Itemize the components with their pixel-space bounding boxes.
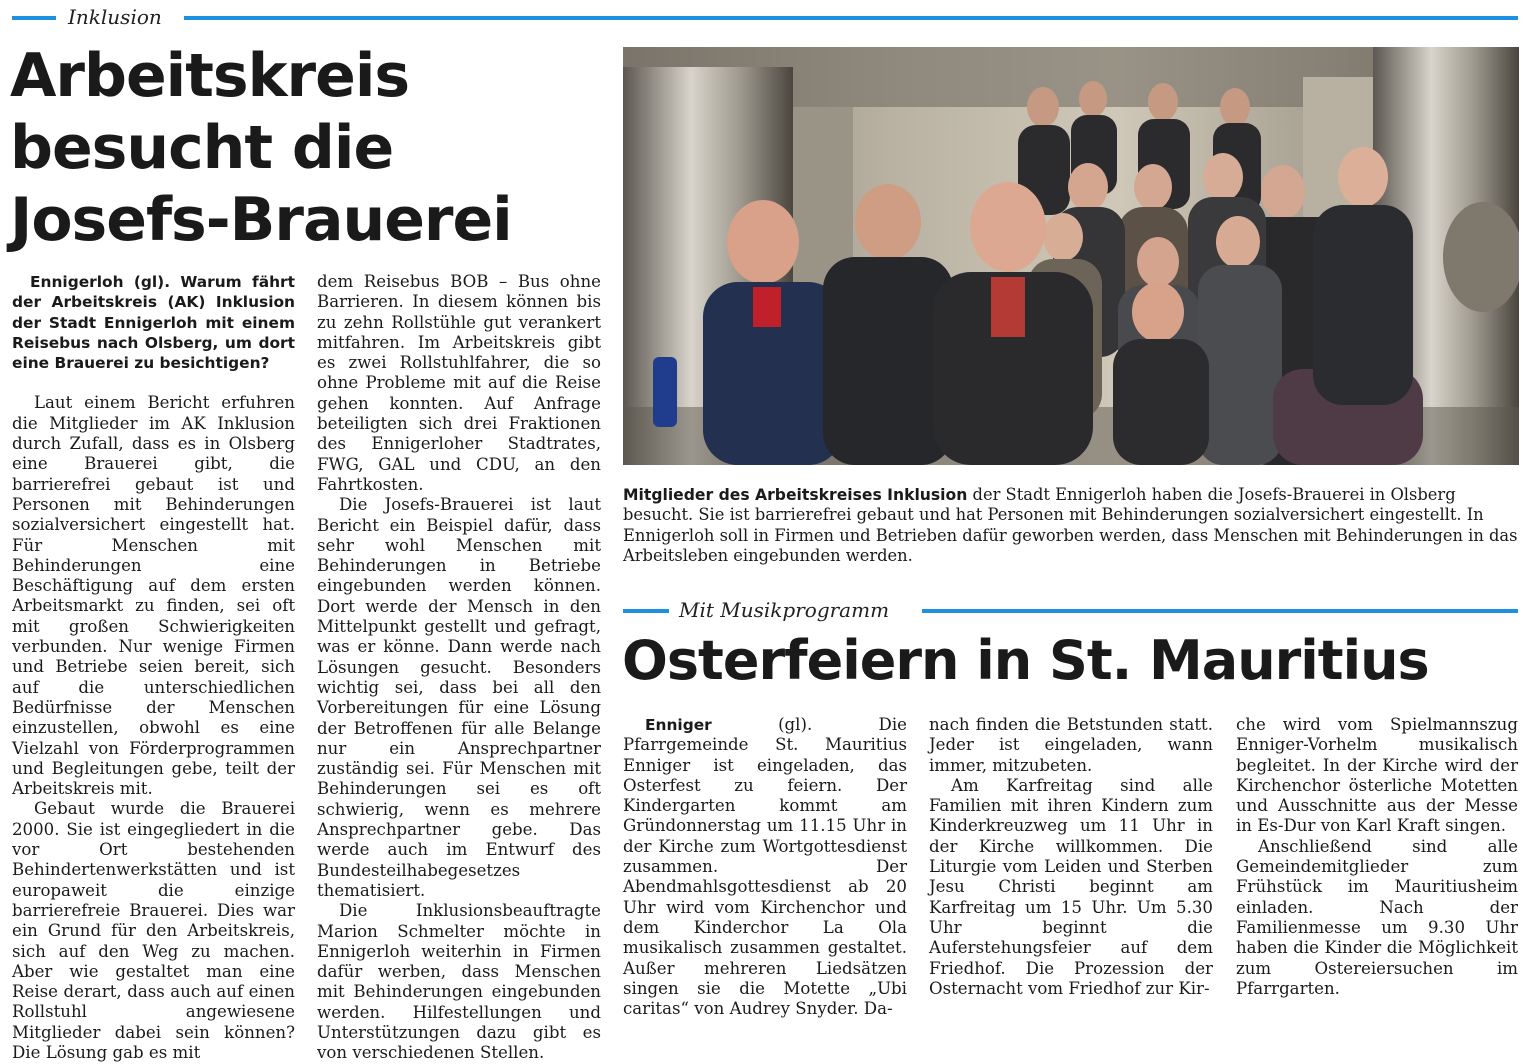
article2-column-3	[1236, 715, 1518, 999]
headline-line: Arbeitskreis	[10, 41, 410, 111]
paragraph: Die Josefs-Brauerei ist laut Bericht ein Beispiel dafür, dass sehr wohl Menschen mit Behinderungen in Betriebe eingebunden werden können. Dort werde der Mensch in den Mittelpunkt gestellt und gefragt, was er könne. Dann werde nach Lösungen gesucht. Besonders wichtig sei, dass bei all den Vorbereitungen für eine Lösung der Betroffenen für alle Belange nur ein Ansprechpartner zuständig sei. Für Menschen mit Behinderungen sei es oft schwierig, wenn es mehrere Ansprechpartner gebe. Das werde auch im Entwurf des Bundesteilhabegesetzes thematisiert.	[317, 495, 601, 900]
article2-column-2	[929, 715, 1213, 999]
paragraph: Am Karfreitag sind alle Familien mit ihren Kindern zum Kinderkreuzweg um 11 Uhr in der Kirche willkommen. Die Liturgie vom Leiden und Sterben Jesu Christi beginnt am Karfreitag um 15 Uhr. Um 5.30 Uhr beginnt die Auferstehungsfeier auf dem Friedhof. Die Prozession der Osternacht vom Friedhof zur Kir-	[929, 775, 1213, 998]
paragraph: nach finden die Betstunden statt. Jeder ist eingeladen, wann immer, mitzubeten.	[929, 715, 1213, 775]
headline	[10, 40, 512, 256]
paragraph-text: (gl). Die Pfarrgemeinde St. Mauritius Enniger ist eingeladen, das Osterfest zu feiern. Der Kindergarten kommt am Gründonnerstag um 11.15 Uhr in der Kirche zum Wortgottesdienst zusammen. Der Abendmahlsgottesdienst ab 20 Uhr wird vom Kirchenchor und dem Kinderchor La Ola musikalisch zusammen gestaltet. Außer mehreren Liedsätzen singen sie die Motette „Ubi caritas“ von Audrey Snyder. Da-	[623, 715, 907, 1019]
paragraph: Laut einem Bericht erfuhren die Mitglieder im AK Inklusion durch Zufall, dass es in Olsberg eine Brauerei gibt, die barrierefrei gebaut ist und Personen mit Behinderungen sozialversichert eingestellt hat. Für Menschen mit Behinderungen eine Beschäftigung auf dem ersten Arbeitsmarkt zu finden, sei oft mit großen Schwierigkeiten verbunden. Nur wenige Firmen und Betriebe seien bereit, sich auf die unterschiedlichen Bedürfnisse der Menschen einzustellen, obwohl es eine Vielzahl von Förderprogrammen und Begleitungen gebe, teilt der Arbeitskreis mit.	[12, 393, 295, 799]
article1-column-2	[317, 272, 601, 1064]
section-kicker: Inklusion	[68, 5, 162, 29]
headline-line: besucht die	[10, 113, 394, 183]
photo-caption	[623, 485, 1519, 566]
caption-text: der Stadt Ennigerloh haben die Josefs-Brauerei in Olsberg besucht. Sie ist barrierefrei gebaut und hat Personen mit Behinderungen sozialversichert eingestellt. In Ennigerloh soll in Firmen und Betrieben dafür geworben werden, dass Menschen mit Behinderungen in das Arbeitsleben eingebunden werden.	[623, 485, 1518, 565]
dateline: Ennigerloh (gl).	[30, 273, 171, 291]
caption-lead: Mitglieder des Arbeitskreises Inklusion	[623, 486, 968, 504]
paragraph: Anschließend sind alle Gemeindemitglieder zum Frühstück im Mauritiusheim einladen. Nach der Familienmesse um 9.30 Uhr haben die Kinder die Möglichkeit zum Ostereiersuchen im Pfarrgarten.	[1236, 836, 1518, 998]
kicker-rule-right	[184, 16, 1518, 20]
headline-line: Josefs-Brauerei	[10, 185, 512, 255]
paragraph: che wird vom Spielmannszug Enniger-Vorhelm musikalisch begleitet. In der Kirche wird der Kirchenchor österliche Motetten und Ausschnitte aus der Messe in Es-Dur von Karl Kraft singen.	[1236, 715, 1518, 836]
article2-column-1	[623, 715, 907, 1019]
paragraph	[623, 715, 907, 1019]
headline: Osterfeiern in St. Mauritius	[622, 629, 1429, 692]
kicker-rule-right	[922, 609, 1518, 613]
kicker-rule-left	[623, 609, 669, 613]
dateline: Enniger	[645, 716, 712, 734]
paragraph-text: Warum fährt der Arbeitskreis (AK) Inklusion der Stadt Ennigerloh mit einem Reisebus nach Olsberg, um dort eine Brauerei zu besichtigen?	[12, 273, 295, 373]
paragraph: dem Reisebus BOB – Bus ohne Barrieren. In diesem können bis zu zehn Rollstühle gut verankert mitfahren. Im Arbeitskreis gibt es zwei Rollstuhlfahrer, die so ohne Probleme mit auf die Reise gehen konnten. Auf Anfrage beteiligten sich drei Fraktionen des Ennigerloher Stadtrates, FWG, GAL und CDU, an den Fahrtkosten.	[317, 272, 601, 494]
paragraph: Die Inklusionsbeauftragte Marion Schmelter möchte in Ennigerloh weiterhin in Firmen dafür werben, dass Menschen mit Behinderungen eingebunden werden. Hilfestellungen und Unterstützungen dazu gibt es von verschiedenen Stellen.	[317, 901, 601, 1063]
section-kicker: Mit Musikprogramm	[679, 598, 890, 622]
group-photo	[623, 47, 1519, 465]
article1-column-1	[12, 272, 295, 1063]
kicker-rule-left	[12, 16, 56, 20]
paragraph: Gebaut wurde die Brauerei 2000. Sie ist eingegliedert in die vor Ort bestehenden Behindertenwerkstätten und ist europaweit die einzige barrierefreie Brauerei. Dies war ein Grund für den Arbeitskreis, sich auf den Weg zu machen. Aber wie gestaltet man eine Reise derart, dass auch auf einen Rollstuhl angewiesene Mitglieder dabei sein können? Die Lösung gab es mit	[12, 799, 295, 1062]
lead-paragraph	[12, 272, 295, 373]
